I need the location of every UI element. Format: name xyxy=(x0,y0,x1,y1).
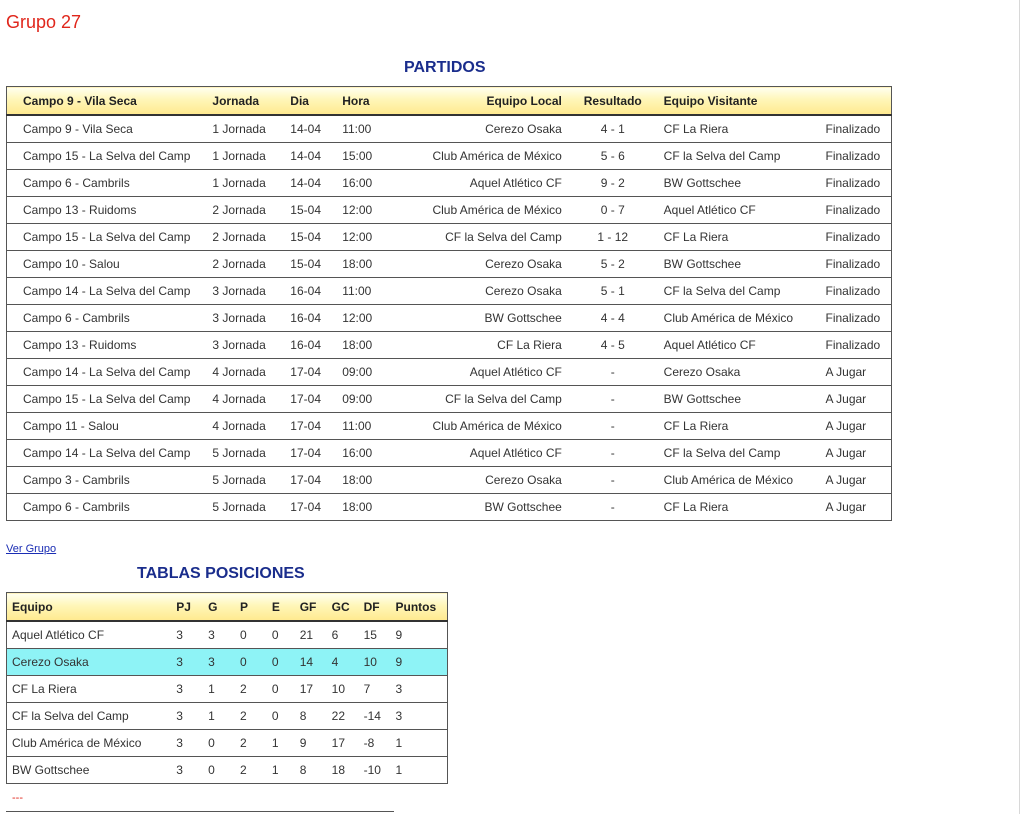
match-row xyxy=(7,440,892,467)
standings-cell-gf: 8 xyxy=(296,757,328,784)
match-row xyxy=(7,115,892,143)
standings-cell-gf: 8 xyxy=(296,703,328,730)
footer-dashes: --- xyxy=(12,792,23,804)
match-row xyxy=(7,197,892,224)
match-cell-equipo-visitante: CF La Riera xyxy=(660,494,822,521)
col-header-puntos: Puntos xyxy=(392,593,448,622)
match-cell-hora: 11:00 xyxy=(338,278,418,305)
standings-section-title: TABLAS POSICIONES xyxy=(137,565,305,582)
match-cell-dia: 17-04 xyxy=(286,494,338,521)
match-cell-jornada: 4 Jornada xyxy=(208,386,286,413)
standings-table-header xyxy=(7,593,448,622)
match-cell-dia: 17-04 xyxy=(286,440,338,467)
match-cell-campo: Campo 10 - Salou xyxy=(7,251,209,278)
match-cell-equipo-local: Club América de México xyxy=(418,143,566,170)
match-cell-jornada: 2 Jornada xyxy=(208,224,286,251)
match-cell-equipo-local: Club América de México xyxy=(418,413,566,440)
match-cell-hora: 16:00 xyxy=(338,440,418,467)
match-cell-equipo-visitante: BW Gottschee xyxy=(660,170,822,197)
match-cell-equipo-visitante: Cerezo Osaka xyxy=(660,359,822,386)
match-cell-equipo-visitante: CF la Selva del Camp xyxy=(660,278,822,305)
col-header-df: DF xyxy=(360,593,392,622)
standings-cell-df: -8 xyxy=(360,730,392,757)
match-cell-dia: 17-04 xyxy=(286,359,338,386)
match-row xyxy=(7,278,892,305)
matches-table-body xyxy=(7,115,892,521)
col-header-equipo-visitante: Equipo Visitante xyxy=(660,87,822,116)
standings-row xyxy=(7,676,448,703)
match-cell-campo: Campo 6 - Cambrils xyxy=(7,170,209,197)
group-title: Grupo 27 xyxy=(6,12,82,32)
match-cell-resultado: 5 - 2 xyxy=(566,251,660,278)
match-cell-campo: Campo 6 - Cambrils xyxy=(7,305,209,332)
match-row xyxy=(7,251,892,278)
match-cell-resultado: 4 - 1 xyxy=(566,115,660,143)
match-cell-estado: Finalizado xyxy=(821,251,891,278)
col-header-dia: Dia xyxy=(286,87,338,116)
match-cell-estado: Finalizado xyxy=(821,278,891,305)
match-cell-equipo-local: CF La Riera xyxy=(418,332,566,359)
standings-cell-gc: 17 xyxy=(328,730,360,757)
match-cell-campo: Campo 14 - La Selva del Camp xyxy=(7,278,209,305)
standings-cell-puntos: 3 xyxy=(392,703,448,730)
match-cell-equipo-visitante: BW Gottschee xyxy=(660,386,822,413)
match-cell-resultado: 9 - 2 xyxy=(566,170,660,197)
standings-cell-gc: 10 xyxy=(328,676,360,703)
match-cell-equipo-visitante: CF La Riera xyxy=(660,115,822,143)
match-cell-estado: Finalizado xyxy=(821,197,891,224)
standings-cell-e: 1 xyxy=(268,730,296,757)
standings-cell-equipo: BW Gottschee xyxy=(7,757,173,784)
match-row xyxy=(7,494,892,521)
standings-cell-g: 0 xyxy=(204,757,236,784)
match-cell-equipo-local: Cerezo Osaka xyxy=(418,115,566,143)
match-cell-campo: Campo 15 - La Selva del Camp xyxy=(7,143,209,170)
match-cell-resultado: - xyxy=(566,494,660,521)
match-cell-resultado: 5 - 6 xyxy=(566,143,660,170)
match-row xyxy=(7,413,892,440)
match-cell-jornada: 3 Jornada xyxy=(208,305,286,332)
match-row xyxy=(7,143,892,170)
standings-cell-gf: 14 xyxy=(296,649,328,676)
match-cell-resultado: 1 - 12 xyxy=(566,224,660,251)
match-cell-equipo-local: Cerezo Osaka xyxy=(418,467,566,494)
match-cell-dia: 17-04 xyxy=(286,386,338,413)
match-cell-equipo-local: CF la Selva del Camp xyxy=(418,224,566,251)
match-cell-equipo-visitante: CF la Selva del Camp xyxy=(660,440,822,467)
match-cell-dia: 14-04 xyxy=(286,170,338,197)
match-cell-hora: 16:00 xyxy=(338,170,418,197)
col-header-resultado: Resultado xyxy=(566,87,660,116)
match-cell-hora: 18:00 xyxy=(338,467,418,494)
col-header-estado xyxy=(821,87,891,116)
match-cell-jornada: 2 Jornada xyxy=(208,251,286,278)
match-cell-jornada: 1 Jornada xyxy=(208,115,286,143)
footer-rule xyxy=(6,811,394,812)
match-cell-hora: 12:00 xyxy=(338,224,418,251)
match-cell-campo: Campo 11 - Salou xyxy=(7,413,209,440)
match-cell-estado: A Jugar xyxy=(821,440,891,467)
match-cell-campo: Campo 15 - La Selva del Camp xyxy=(7,386,209,413)
match-cell-resultado: 5 - 1 xyxy=(566,278,660,305)
match-cell-resultado: - xyxy=(566,386,660,413)
standings-cell-gc: 4 xyxy=(328,649,360,676)
standings-cell-gc: 6 xyxy=(328,621,360,649)
match-cell-hora: 18:00 xyxy=(338,494,418,521)
match-cell-hora: 12:00 xyxy=(338,305,418,332)
match-row xyxy=(7,467,892,494)
match-cell-equipo-visitante: Club América de México xyxy=(660,305,822,332)
match-cell-dia: 14-04 xyxy=(286,143,338,170)
match-cell-equipo-visitante: Club América de México xyxy=(660,467,822,494)
match-cell-resultado: - xyxy=(566,413,660,440)
match-cell-campo: Campo 9 - Vila Seca xyxy=(7,115,209,143)
match-cell-jornada: 5 Jornada xyxy=(208,494,286,521)
standings-cell-pj: 3 xyxy=(172,649,204,676)
match-cell-estado: A Jugar xyxy=(821,494,891,521)
standings-cell-pj: 3 xyxy=(172,703,204,730)
match-cell-dia: 17-04 xyxy=(286,467,338,494)
col-header-pj: PJ xyxy=(172,593,204,622)
match-cell-campo: Campo 14 - La Selva del Camp xyxy=(7,440,209,467)
match-cell-hora: 09:00 xyxy=(338,359,418,386)
standings-cell-puntos: 3 xyxy=(392,676,448,703)
match-row xyxy=(7,359,892,386)
match-cell-dia: 14-04 xyxy=(286,115,338,143)
match-cell-estado: Finalizado xyxy=(821,332,891,359)
standings-cell-gc: 18 xyxy=(328,757,360,784)
match-cell-resultado: - xyxy=(566,440,660,467)
match-cell-campo: Campo 3 - Cambrils xyxy=(7,467,209,494)
match-cell-dia: 16-04 xyxy=(286,332,338,359)
match-cell-equipo-local: Aquel Atlético CF xyxy=(418,170,566,197)
standings-cell-g: 3 xyxy=(204,649,236,676)
match-cell-jornada: 1 Jornada xyxy=(208,170,286,197)
match-row xyxy=(7,332,892,359)
standings-cell-puntos: 9 xyxy=(392,649,448,676)
standings-cell-equipo: Cerezo Osaka xyxy=(7,649,173,676)
match-cell-estado: A Jugar xyxy=(821,467,891,494)
match-cell-campo: Campo 15 - La Selva del Camp xyxy=(7,224,209,251)
match-cell-equipo-visitante: Aquel Atlético CF xyxy=(660,332,822,359)
standings-cell-equipo: CF La Riera xyxy=(7,676,173,703)
match-cell-equipo-local: BW Gottschee xyxy=(418,305,566,332)
col-header-campo: Campo 9 - Vila Seca xyxy=(7,87,209,116)
match-cell-campo: Campo 13 - Ruidoms xyxy=(7,332,209,359)
match-cell-hora: 15:00 xyxy=(338,143,418,170)
standings-cell-puntos: 1 xyxy=(392,730,448,757)
standings-cell-p: 0 xyxy=(236,649,268,676)
standings-cell-puntos: 9 xyxy=(392,621,448,649)
standings-cell-puntos: 1 xyxy=(392,757,448,784)
standings-cell-df: -14 xyxy=(360,703,392,730)
match-cell-campo: Campo 14 - La Selva del Camp xyxy=(7,359,209,386)
match-cell-dia: 15-04 xyxy=(286,197,338,224)
match-cell-equipo-local: Club América de México xyxy=(418,197,566,224)
standings-cell-e: 0 xyxy=(268,621,296,649)
standings-cell-equipo: CF la Selva del Camp xyxy=(7,703,173,730)
standings-cell-g: 1 xyxy=(204,676,236,703)
match-cell-jornada: 4 Jornada xyxy=(208,413,286,440)
match-cell-hora: 11:00 xyxy=(338,413,418,440)
match-row xyxy=(7,305,892,332)
match-cell-equipo-visitante: CF la Selva del Camp xyxy=(660,143,822,170)
match-cell-equipo-visitante: CF La Riera xyxy=(660,224,822,251)
standings-cell-p: 2 xyxy=(236,703,268,730)
match-cell-estado: Finalizado xyxy=(821,143,891,170)
standings-cell-p: 2 xyxy=(236,730,268,757)
standings-row xyxy=(7,757,448,784)
standings-cell-gf: 21 xyxy=(296,621,328,649)
match-cell-hora: 18:00 xyxy=(338,332,418,359)
match-cell-jornada: 4 Jornada xyxy=(208,359,286,386)
standings-cell-gf: 9 xyxy=(296,730,328,757)
match-cell-estado: Finalizado xyxy=(821,170,891,197)
match-cell-equipo-local: BW Gottschee xyxy=(418,494,566,521)
col-header-e: E xyxy=(268,593,296,622)
col-header-equipo: Equipo xyxy=(7,593,173,622)
matches-section-title: PARTIDOS xyxy=(404,59,486,76)
match-row xyxy=(7,386,892,413)
standings-cell-gc: 22 xyxy=(328,703,360,730)
standings-cell-e: 0 xyxy=(268,649,296,676)
match-cell-jornada: 3 Jornada xyxy=(208,332,286,359)
standings-cell-df: 15 xyxy=(360,621,392,649)
match-cell-estado: A Jugar xyxy=(821,413,891,440)
match-cell-jornada: 2 Jornada xyxy=(208,197,286,224)
standings-cell-p: 0 xyxy=(236,621,268,649)
match-cell-resultado: 4 - 4 xyxy=(566,305,660,332)
standings-table-body xyxy=(7,621,448,784)
ver-grupo-link[interactable]: Ver Grupo xyxy=(6,543,57,555)
match-cell-dia: 15-04 xyxy=(286,251,338,278)
col-header-hora: Hora xyxy=(338,87,418,116)
standings-cell-df: 7 xyxy=(360,676,392,703)
match-cell-resultado: - xyxy=(566,359,660,386)
col-header-p: P xyxy=(236,593,268,622)
standings-cell-g: 3 xyxy=(204,621,236,649)
col-header-gf: GF xyxy=(296,593,328,622)
standings-cell-p: 2 xyxy=(236,676,268,703)
standings-cell-pj: 3 xyxy=(172,621,204,649)
match-cell-equipo-visitante: Aquel Atlético CF xyxy=(660,197,822,224)
match-cell-hora: 12:00 xyxy=(338,197,418,224)
standings-cell-df: -10 xyxy=(360,757,392,784)
match-cell-resultado: - xyxy=(566,467,660,494)
match-cell-dia: 17-04 xyxy=(286,413,338,440)
match-cell-estado: Finalizado xyxy=(821,224,891,251)
match-cell-equipo-local: CF la Selva del Camp xyxy=(418,386,566,413)
standings-cell-g: 0 xyxy=(204,730,236,757)
match-cell-dia: 16-04 xyxy=(286,278,338,305)
match-cell-resultado: 4 - 5 xyxy=(566,332,660,359)
match-row xyxy=(7,170,892,197)
match-cell-equipo-local: Cerezo Osaka xyxy=(418,251,566,278)
standings-table xyxy=(6,592,448,784)
match-cell-dia: 15-04 xyxy=(286,224,338,251)
match-row xyxy=(7,224,892,251)
match-cell-jornada: 3 Jornada xyxy=(208,278,286,305)
match-cell-estado: Finalizado xyxy=(821,305,891,332)
match-cell-hora: 09:00 xyxy=(338,386,418,413)
match-cell-equipo-visitante: BW Gottschee xyxy=(660,251,822,278)
match-cell-jornada: 5 Jornada xyxy=(208,467,286,494)
standings-cell-df: 10 xyxy=(360,649,392,676)
standings-row xyxy=(7,703,448,730)
match-cell-hora: 11:00 xyxy=(338,115,418,143)
matches-table-header xyxy=(7,87,892,116)
standings-cell-g: 1 xyxy=(204,703,236,730)
match-cell-campo: Campo 6 - Cambrils xyxy=(7,494,209,521)
standings-cell-gf: 17 xyxy=(296,676,328,703)
match-cell-estado: Finalizado xyxy=(821,115,891,143)
col-header-g: G xyxy=(204,593,236,622)
matches-table xyxy=(6,86,892,521)
standings-cell-pj: 3 xyxy=(172,730,204,757)
match-cell-jornada: 5 Jornada xyxy=(208,440,286,467)
standings-cell-e: 0 xyxy=(268,676,296,703)
match-cell-estado: A Jugar xyxy=(821,386,891,413)
match-cell-equipo-local: Aquel Atlético CF xyxy=(418,440,566,467)
standings-row xyxy=(7,621,448,649)
col-header-equipo-local: Equipo Local xyxy=(418,87,566,116)
standings-cell-pj: 3 xyxy=(172,757,204,784)
match-cell-dia: 16-04 xyxy=(286,305,338,332)
standings-row xyxy=(7,649,448,676)
standings-cell-equipo: Aquel Atlético CF xyxy=(7,621,173,649)
standings-cell-equipo: Club América de México xyxy=(7,730,173,757)
match-cell-equipo-local: Aquel Atlético CF xyxy=(418,359,566,386)
match-cell-campo: Campo 13 - Ruidoms xyxy=(7,197,209,224)
col-header-jornada: Jornada xyxy=(208,87,286,116)
right-border-rule xyxy=(1019,0,1020,814)
col-header-gc: GC xyxy=(328,593,360,622)
standings-cell-pj: 3 xyxy=(172,676,204,703)
match-cell-jornada: 1 Jornada xyxy=(208,143,286,170)
match-cell-estado: A Jugar xyxy=(821,359,891,386)
standings-cell-e: 1 xyxy=(268,757,296,784)
match-cell-hora: 18:00 xyxy=(338,251,418,278)
standings-row xyxy=(7,730,448,757)
match-cell-equipo-local: Cerezo Osaka xyxy=(418,278,566,305)
match-cell-resultado: 0 - 7 xyxy=(566,197,660,224)
match-cell-equipo-visitante: CF La Riera xyxy=(660,413,822,440)
standings-cell-p: 2 xyxy=(236,757,268,784)
standings-cell-e: 0 xyxy=(268,703,296,730)
